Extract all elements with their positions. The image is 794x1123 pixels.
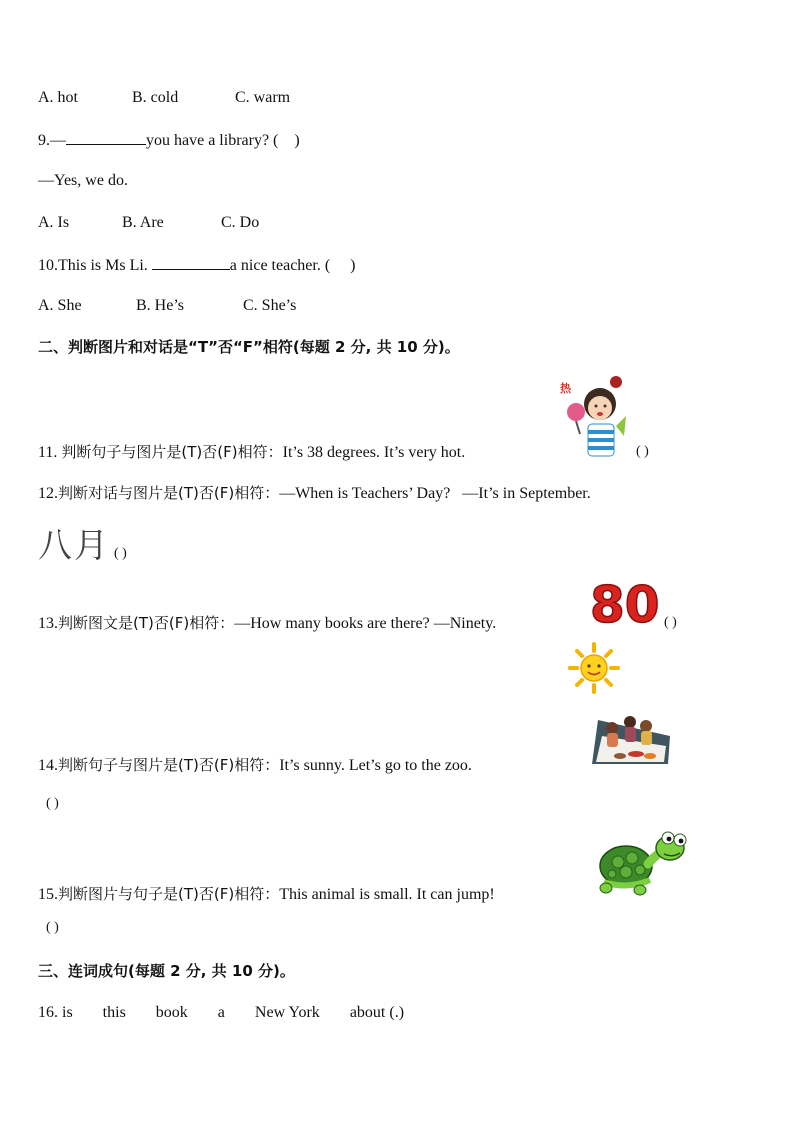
- q8-option-a[interactable]: A. hot: [38, 89, 78, 106]
- q12-answer-paren[interactable]: ( ): [114, 546, 127, 561]
- q16-word-1: 16. is: [38, 1004, 73, 1021]
- q16-word-4: a: [217, 1004, 225, 1021]
- q14-answer-paren[interactable]: ( ): [46, 796, 59, 811]
- q12-en: —When is Teachers’ Day? —It’s in September.: [279, 485, 591, 502]
- q9-option-c[interactable]: C. Do: [221, 214, 260, 231]
- q12-num: 12.: [38, 485, 58, 502]
- q10-options: [38, 296, 296, 316]
- number-80-text: 80: [590, 576, 660, 628]
- q16-word-5: New York: [254, 1004, 320, 1021]
- q14-zh: 判断句子与图片是(T)否(F)相符：: [58, 756, 280, 774]
- q9-option-b[interactable]: B. Are: [122, 214, 164, 231]
- q11-question: [38, 442, 465, 463]
- hot-label: 热: [560, 382, 571, 395]
- q16-word-2: this: [102, 1004, 126, 1021]
- q9-question: [38, 130, 300, 151]
- q11-zh: 判断句子与图片是(T)否(F)相符：: [61, 443, 283, 461]
- q9-suffix: you have a library? ( ): [146, 132, 300, 149]
- q10-question: [38, 255, 356, 276]
- q8-option-c[interactable]: C. warm: [235, 89, 291, 106]
- picnic-image: [588, 706, 674, 766]
- q15-answer-paren[interactable]: ( ): [46, 920, 59, 935]
- number-80-image: [588, 576, 660, 628]
- q10-option-b[interactable]: B. He’s: [136, 297, 184, 314]
- turtle-image: [596, 826, 692, 898]
- q9-prefix: 9.—: [38, 132, 66, 149]
- q10-suffix: a nice teacher. ( ): [229, 257, 356, 274]
- q13-answer-paren[interactable]: ( ): [664, 615, 677, 630]
- q16-words: [38, 1003, 430, 1023]
- q9-answer-line: —Yes, we do.: [38, 172, 128, 189]
- sun-image: [566, 642, 622, 694]
- q10-prefix: 10.This is Ms Li.: [38, 257, 152, 274]
- q9-blank[interactable]: [66, 130, 146, 145]
- q14-en: It’s sunny. Let’s go to the zoo.: [279, 757, 472, 774]
- q13-num: 13.: [38, 615, 58, 632]
- q10-option-a[interactable]: A. She: [38, 297, 82, 314]
- q11-num: 11.: [38, 444, 62, 461]
- q15-zh: 判断图片与句子是(T)否(F)相符：: [58, 885, 280, 903]
- q13-zh: 判断图文是(T)否(F)相符：: [58, 614, 235, 632]
- q8-option-b[interactable]: B. cold: [132, 89, 179, 106]
- q15-num: 15.: [38, 886, 58, 903]
- q10-option-c[interactable]: C. She’s: [243, 297, 297, 314]
- q16-word-6: about (.): [349, 1004, 405, 1021]
- q16-word-3: book: [155, 1004, 188, 1021]
- q13-question: [38, 613, 496, 634]
- q15-en: This animal is small. It can jump!: [279, 886, 495, 903]
- q8-options: [38, 88, 290, 108]
- q10-blank[interactable]: [152, 255, 230, 270]
- q12-zh: 判断对话与图片是(T)否(F)相符：: [58, 484, 280, 502]
- q9-options: [38, 213, 259, 233]
- hot-girl-image: [558, 372, 630, 460]
- q13-en: —How many books are there? —Ninety.: [234, 615, 497, 632]
- q14-num: 14.: [38, 757, 58, 774]
- section2-title: 二、判断图片和对话是“T”否“F”相符(每题 2 分, 共 10 分)。: [38, 338, 460, 356]
- q11-en: It’s 38 degrees. It’s very hot.: [282, 444, 466, 461]
- q11-answer-paren[interactable]: ( ): [636, 444, 649, 459]
- q12-question: [38, 483, 591, 504]
- section3-title: 三、连词成句(每题 2 分, 共 10 分)。: [38, 962, 295, 980]
- august-image: 八月: [38, 526, 110, 566]
- q14-question: [38, 755, 472, 776]
- q15-question: [38, 884, 495, 905]
- q9-option-a[interactable]: A. Is: [38, 214, 70, 231]
